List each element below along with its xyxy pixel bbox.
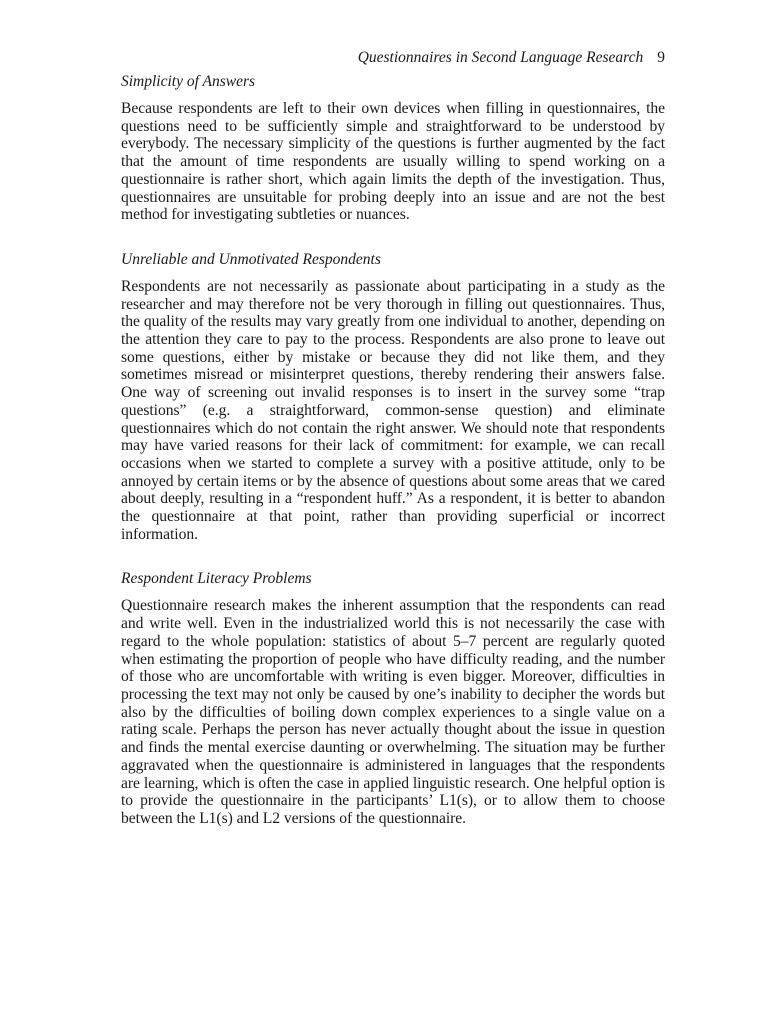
section-heading: Unreliable and Unmotivated Respondents xyxy=(121,250,381,268)
book-page xyxy=(121,44,665,853)
running-title: Questionnaires in Second Language Research xyxy=(357,49,644,66)
section-paragraph: Respondents are not necessarily as passionate about participating in a study as the researcher and may therefore not be very thorough in filling out questionnaires. Thus, the quality of the results may vary greatly from one individual to another, depending on the attention they care to pay to the process. Respondents are also prone to leave out some questions, either by mistake or because they did not like them, and they sometimes misread or misinterpret questions, thereby rendering their answers false. One way of screening out invalid responses is to insert in the survey some “trap questions” (e.g. a straightforward, common-sense question) and eliminate questionnaires which do not contain the right answer. We should note that respondents may have varied reasons for their lack of commitment: for example, we can recall occasions when we started to complete a survey with a positive attitude, only to be annoyed by certain items or by the absence of questions about some areas that we cared about deeply, resulting in a “respondent huff.” As a respondent, it is better to abandon the questionnaire at that point, rather than providing superficial or incorrect information. xyxy=(121,277,665,543)
section-unreliable-respondents xyxy=(121,249,665,544)
section-heading: Respondent Literacy Problems xyxy=(121,570,312,588)
section-simplicity-of-answers xyxy=(121,71,665,224)
running-header xyxy=(121,44,665,71)
section-heading: Simplicity of Answers xyxy=(121,73,256,90)
page-number: 9 xyxy=(657,49,665,66)
section-paragraph: Questionnaire research makes the inherent assumption that the respondents can read and write well. Even in the industrialized world this is not necessarily the case with regard to the whole population: statistics of about 5–7 percent are regularly quoted when estimating the proportion of people who have difficulty reading, and the number of those who are uncomfortable with writing is even bigger. Moreover, difficulties in processing the text may not only be caused by one’s inability to decipher the words but also by the difficulties of boiling down complex experiences to a single value on a rating scale. Perhaps the person has never actually thought about the issue in question and finds the mental exercise daunting or overwhelming. The situation may be further aggravated when the questionnaire is administered in languages that the respondents are learning, which is often the case in applied linguistic research. One helpful option is to provide the questionnaire in the participants’ L1(s), or to allow them to choose between the L1(s) and L2 versions of the questionnaire. xyxy=(121,597,665,827)
section-paragraph: Because respondents are left to their own devices when filling in questionnaires, the questions need to be sufficiently simple and straightforward to be understood by everybody. The necessary simplicity of the questions is further augmented by the fact that the amount of time respondents are usually willing to spend working on a questionnaire is rather short, which again limits the depth of the investigation. Thus, questionnaires are unsuitable for probing deeply into an issue and are not the best method for investigating subtleties or nuances. xyxy=(121,100,665,224)
section-respondent-literacy xyxy=(121,568,665,827)
